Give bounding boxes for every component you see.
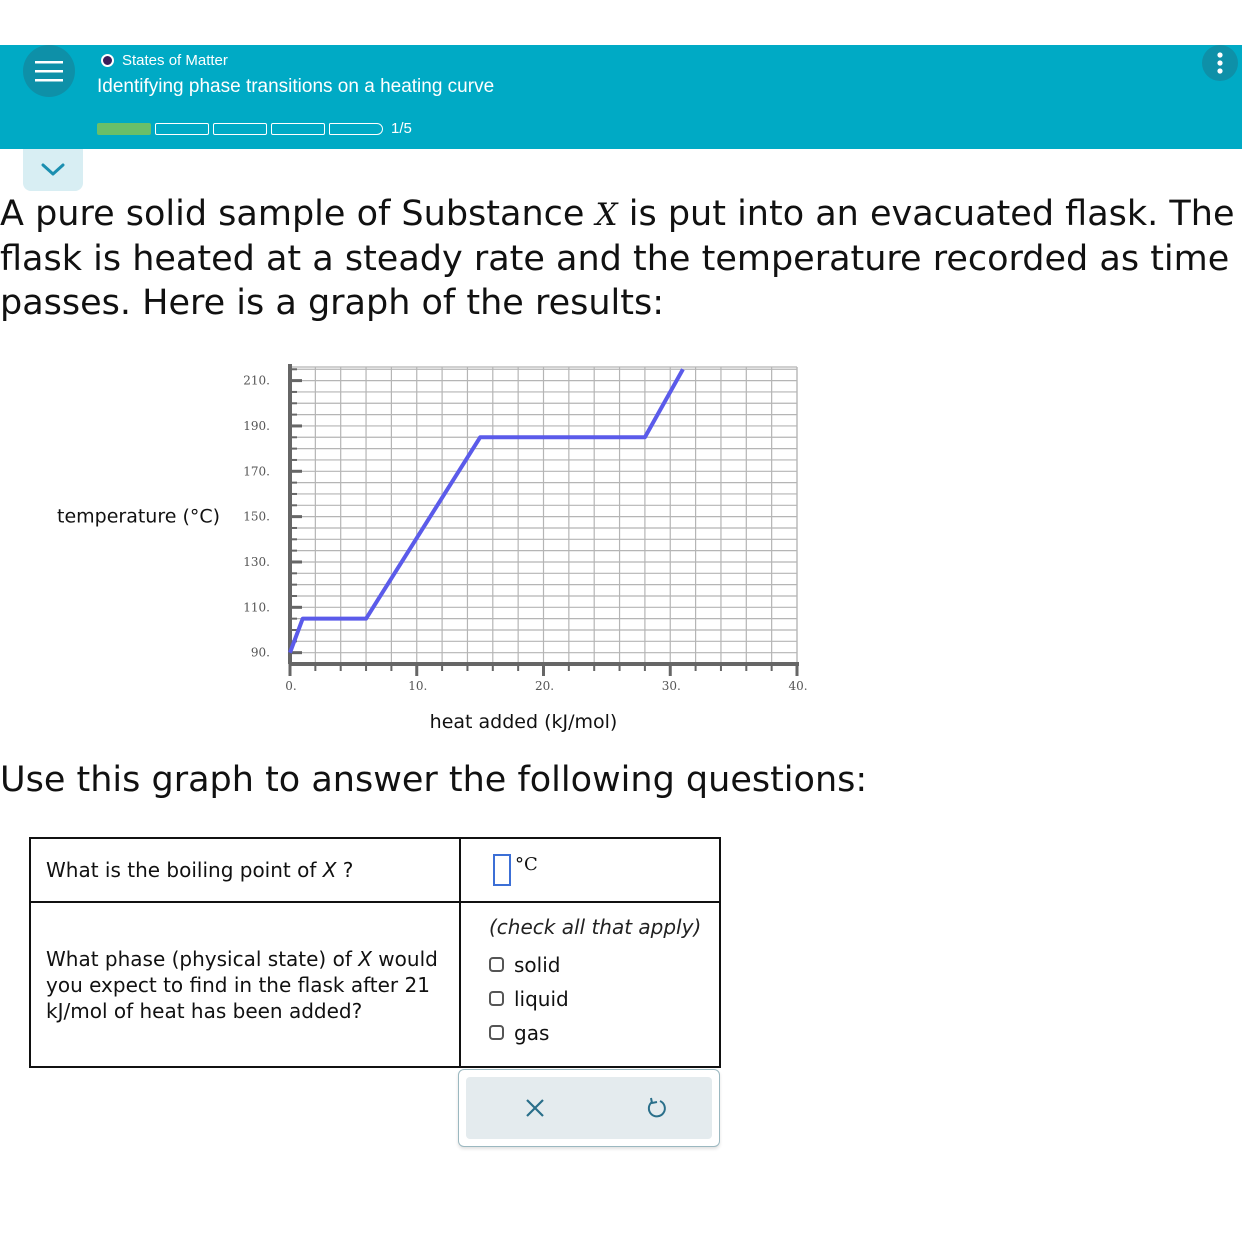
heating-curve-line bbox=[290, 369, 683, 652]
option-solid[interactable] bbox=[489, 953, 719, 977]
close-icon bbox=[525, 1098, 545, 1118]
option-label: solid bbox=[514, 952, 561, 977]
clear-button[interactable] bbox=[520, 1093, 550, 1123]
check-hint: (check all that apply) bbox=[489, 914, 702, 939]
top-bar bbox=[0, 45, 1242, 149]
more-options-button[interactable] bbox=[1202, 45, 1238, 81]
undo-icon bbox=[646, 1097, 668, 1119]
q1-text: What is the boiling point of bbox=[46, 858, 323, 882]
progress-segment bbox=[155, 123, 209, 135]
kebab-icon bbox=[1217, 52, 1223, 74]
q2-text-end: would you expect to find in the flask after 21 kJ/mol of heat has been added? bbox=[46, 946, 438, 1023]
progress-segment bbox=[329, 123, 383, 135]
answer-cell-boiling bbox=[460, 838, 720, 902]
y-axis-label: temperature (°C) bbox=[57, 505, 221, 528]
progress-segment bbox=[97, 123, 151, 135]
page-title: Identifying phase transitions on a heating curve bbox=[97, 76, 495, 97]
unit-label: °C bbox=[515, 853, 538, 875]
question-part1: A pure solid sample of Substance bbox=[0, 194, 596, 234]
option-label: liquid bbox=[514, 986, 569, 1011]
q1-var: X bbox=[322, 858, 337, 882]
toolbar-inner bbox=[466, 1077, 712, 1139]
topic-dot-icon bbox=[101, 54, 114, 67]
x-tick-label: 40. bbox=[788, 679, 808, 693]
q2-text: What phase (physical state) of bbox=[46, 946, 359, 971]
question-cell-phase bbox=[30, 902, 460, 1067]
q1-text-end: ? bbox=[336, 858, 354, 882]
question-cell-boiling bbox=[30, 838, 460, 902]
collapse-toggle[interactable] bbox=[23, 149, 83, 191]
progress-segment bbox=[271, 123, 325, 135]
q2-var: X bbox=[358, 946, 372, 971]
hamburger-icon bbox=[35, 60, 63, 82]
checkbox-liquid[interactable] bbox=[489, 991, 504, 1006]
option-liquid[interactable] bbox=[489, 987, 719, 1011]
topic-row bbox=[101, 52, 228, 69]
option-label: gas bbox=[514, 1020, 550, 1045]
answer-toolbar bbox=[458, 1069, 720, 1147]
option-gas[interactable] bbox=[489, 1021, 719, 1045]
y-tick-label: 170. bbox=[243, 464, 270, 479]
x-axis-label: heat added (kJ/mol) bbox=[429, 711, 618, 733]
table-row bbox=[30, 902, 720, 1067]
progress-segment bbox=[213, 123, 267, 135]
y-tick-label: 130. bbox=[243, 554, 270, 569]
heating-curve-chart bbox=[0, 350, 900, 750]
x-tick-label: 30. bbox=[661, 679, 681, 693]
instruction-text: Use this graph to answer the following questions: bbox=[0, 760, 868, 800]
x-tick-label: 0. bbox=[285, 679, 297, 693]
answer-table bbox=[29, 837, 721, 1068]
y-tick-label: 150. bbox=[243, 509, 270, 524]
checkbox-solid[interactable] bbox=[489, 957, 504, 972]
progress-bar bbox=[97, 120, 412, 137]
chevron-down-icon bbox=[41, 163, 65, 177]
question-part2: is put into an evacuated flask. The flask is heated at a steady rate and the temperature recorded as time passes. Here is a graph of the results: bbox=[0, 194, 1235, 323]
y-tick-label: 210. bbox=[243, 373, 270, 388]
boiling-point-input[interactable] bbox=[493, 854, 511, 886]
y-tick-label: 190. bbox=[243, 418, 270, 433]
checkbox-gas[interactable] bbox=[489, 1025, 504, 1040]
y-tick-label: 110. bbox=[243, 600, 270, 615]
table-row bbox=[30, 838, 720, 902]
x-tick-label: 10. bbox=[408, 679, 428, 693]
question-text bbox=[0, 192, 1242, 325]
undo-button[interactable] bbox=[642, 1093, 672, 1123]
chart-svg bbox=[0, 350, 900, 750]
progress-text: 1/5 bbox=[391, 120, 412, 137]
variable-x: X bbox=[595, 197, 618, 233]
menu-button[interactable] bbox=[23, 45, 75, 97]
x-tick-label: 20. bbox=[534, 679, 555, 693]
topic-label: States of Matter bbox=[122, 52, 228, 69]
answer-cell-phase bbox=[460, 902, 720, 1067]
y-tick-label: 90. bbox=[250, 645, 270, 660]
